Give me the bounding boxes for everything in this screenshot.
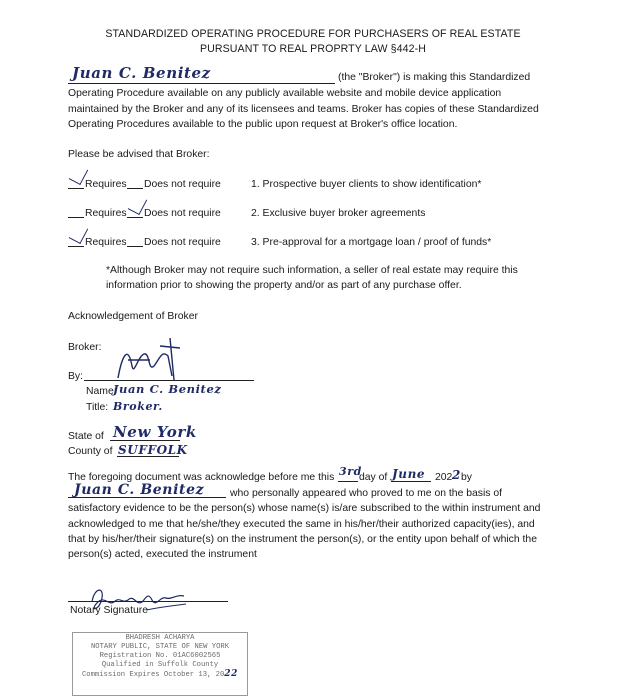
day-line xyxy=(338,481,358,482)
title-value-handwritten: Broker. xyxy=(113,400,163,413)
stamp-line-5 xyxy=(73,670,247,680)
notary-line-6: person(s) acted, executed the instrument xyxy=(68,549,257,560)
stamp-line-2: NOTARY PUBLIC, STATE OF NEW YORK xyxy=(90,643,230,651)
broker-name-handwritten: Juan C. Benitez xyxy=(72,64,211,82)
day-value-handwritten: 3rd xyxy=(339,465,362,478)
does-not-require-blank-line xyxy=(127,217,143,218)
requires-option-label: Requires xyxy=(85,208,127,219)
does-not-require-option-label: Does not require xyxy=(144,237,221,248)
intro-line-4: Operating Procedures available to the public upon request at Broker's office location. xyxy=(68,119,458,130)
document-title-line-2: PURSUANT TO REAL PROPRTY LAW §442-H xyxy=(199,43,427,55)
stamp-expiry-year-handwritten: 22 xyxy=(224,669,239,679)
broker-label: Broker: xyxy=(68,342,102,353)
state-value-handwritten: New York xyxy=(113,423,197,441)
notary-day-of-label: day of xyxy=(359,472,388,483)
county-value-handwritten: SUFFOLK xyxy=(118,443,188,457)
requirement-description: 3. Pre-approval for a mortgage loan / proof of funds* xyxy=(251,237,492,248)
notary-line-4: acknowledged to me that he/she/they executed the same in his/her/their authorized capacity(ies), and xyxy=(68,519,535,530)
year-suffix-handwritten: 2 xyxy=(452,468,461,482)
stamp-line-1: BHADRESH ACHARYA xyxy=(125,634,195,642)
month-line xyxy=(391,481,431,482)
notary-stamp xyxy=(72,632,248,696)
requirement-description: 1. Prospective buyer clients to show identification* xyxy=(251,179,482,190)
intro-line-1-suffix: (the "Broker") is making this Standardized xyxy=(338,72,531,83)
intro-line-3: maintained by the Broker and any of its licensees and teams. Broker has copies of these Standardized xyxy=(68,104,539,115)
acknowledgement-heading: Acknowledgement of Broker xyxy=(68,311,198,322)
advised-label: Please be advised that Broker: xyxy=(68,149,210,160)
notary-signature-line xyxy=(68,601,228,602)
name-label: Name: xyxy=(86,386,117,397)
requirement-description: 2. Exclusive buyer broker agreements xyxy=(251,208,426,219)
footnote-line-2: information prior to showing the property and/or as part of any purchase offer. xyxy=(106,280,462,291)
stamp-line-3: Registration No. 01AC6002565 xyxy=(99,652,221,660)
requires-blank-line xyxy=(68,246,84,247)
notary-line-3: satisfactory evidence to be the person(s) whose name(s) is/are subscribed to the within instrument and xyxy=(68,503,541,514)
title-label: Title: xyxy=(86,402,109,413)
notary-line-2-rest: who personally appeared who proved to me on the basis of xyxy=(230,488,503,499)
requires-blank-line xyxy=(68,188,84,189)
requires-blank-line xyxy=(68,217,84,218)
document-title-line-1: STANDARDIZED OPERATING PROCEDURE FOR PURCHASERS OF REAL ESTATE xyxy=(105,28,521,40)
year-prefix: 202 xyxy=(435,472,453,483)
state-label: State of xyxy=(68,431,104,442)
does-not-require-blank-line xyxy=(127,246,143,247)
stamp-line-4: Qualified in Suffolk County xyxy=(101,661,219,669)
footnote-line-1: *Although Broker may not require such information, a seller of real estate may require this xyxy=(106,265,518,276)
name-value-handwritten: Juan C. Benitez xyxy=(113,382,222,396)
notary-line-1-start: The foregoing document was acknowledge before me this xyxy=(68,472,335,483)
signer-name-handwritten: Juan C. Benitez xyxy=(74,482,205,498)
does-not-require-option-label: Does not require xyxy=(144,179,221,190)
requires-option-label: Requires xyxy=(85,237,127,248)
month-value-handwritten: June xyxy=(392,467,426,481)
requires-option-label: Requires xyxy=(85,179,127,190)
notary-by-label: by xyxy=(461,472,472,483)
does-not-require-option-label: Does not require xyxy=(144,208,221,219)
stamp-expiry-text: Commission Expires October 13, 20 xyxy=(81,671,225,679)
notary-line-5: that by his/her/their signature(s) on the instrument the person(s), or the entity upon behalf of which the xyxy=(68,534,537,545)
by-label: By: xyxy=(68,371,84,382)
broker-signature xyxy=(110,336,190,386)
intro-line-2: Operating Procedure available on any publicly available website and mobile device application xyxy=(68,88,502,99)
notary-signature-label: Notary Signature xyxy=(70,605,148,616)
county-label: County of xyxy=(68,446,113,457)
does-not-require-blank-line xyxy=(127,188,143,189)
